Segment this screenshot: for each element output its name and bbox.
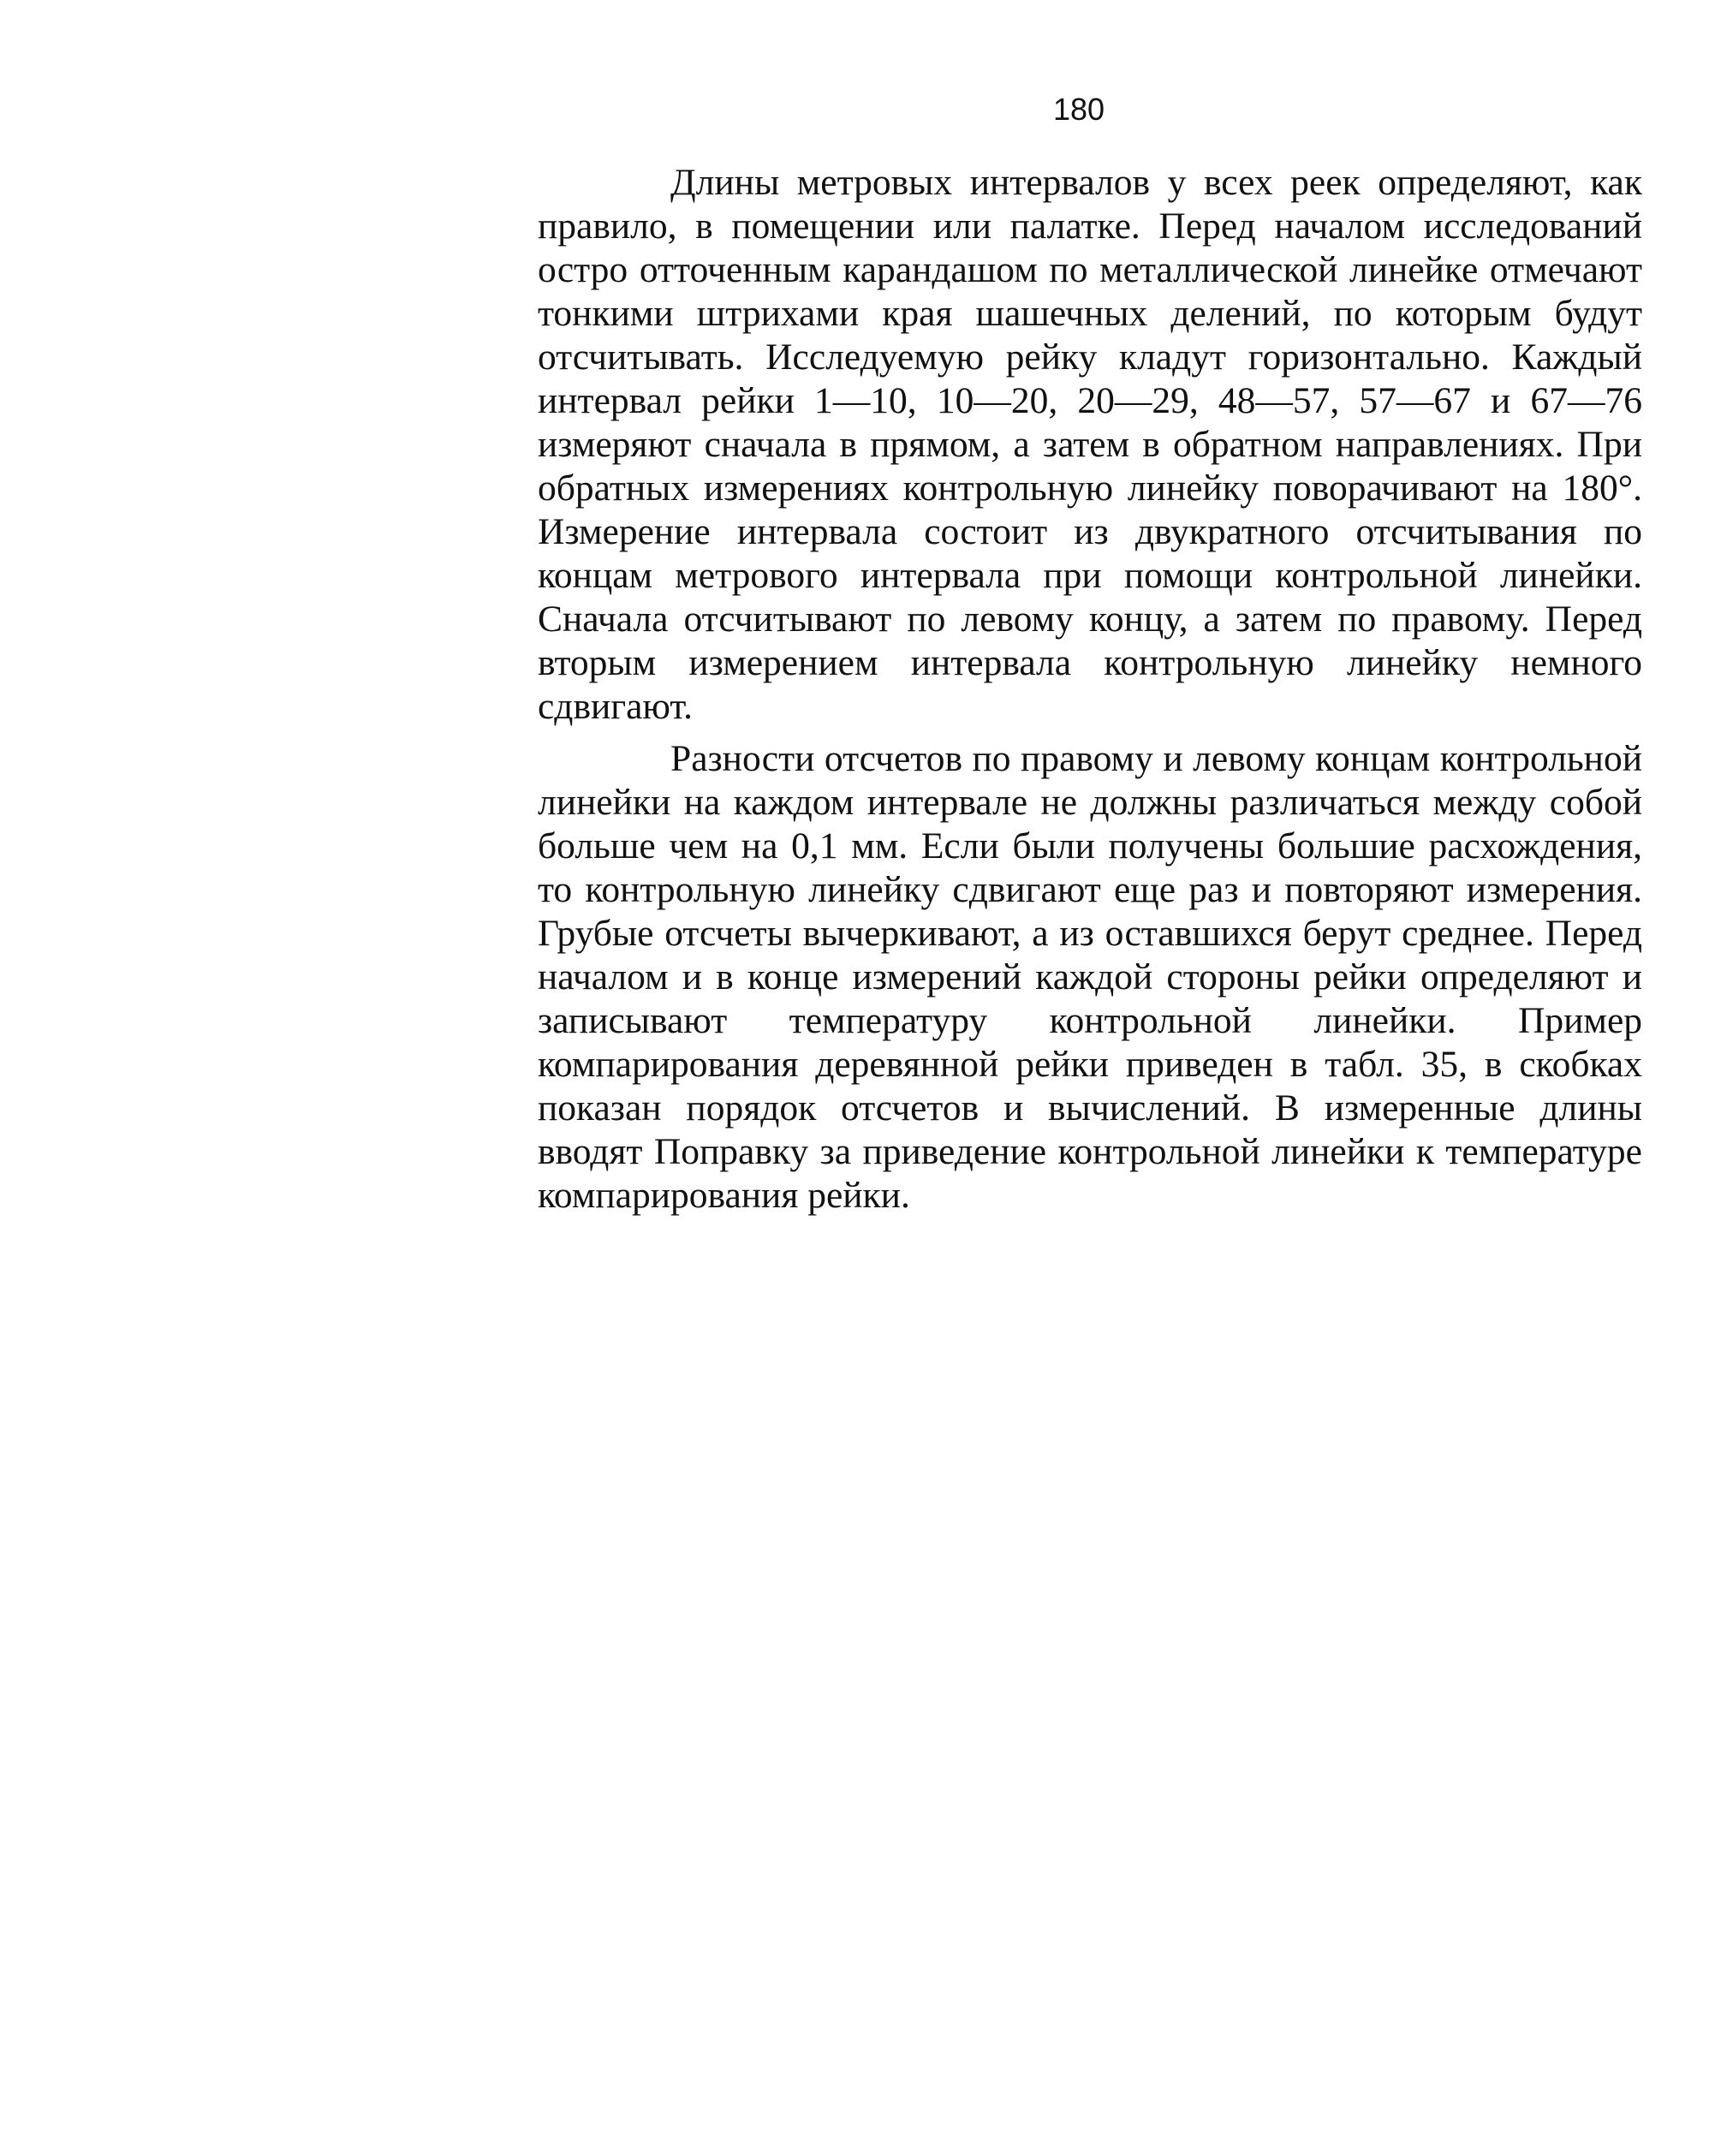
page-number: 180 <box>1052 92 1105 127</box>
paragraph-2: Разности отсчетов по правому и левому концам контрольной линейки на каждом интервале не должны различаться между собой больше чем на 0,1 мм. Если были получены большие расхождения, то контрольную линейку сдвигают еще раз и повторяют измерения. Грубые отсчеты вычеркивают, а из оставшихся берут среднее. Перед началом и в конце измерений каждой стороны рейки определяют и записывают температуру контрольной линейки. Пример компарирования деревянной рейки приведен в табл. 35, в скобках показан порядок отсчетов и вычислений. В измеренные длины вводят Поправку за приведение контрольной линейки к температуре компарирования рейки. <box>538 738 1642 1216</box>
paragraph-1: Длины метровых интервалов у всех реек определяют, как правило, в помещении или палатке. Перед началом исследований остро отточенным карандашом по металлической линейке отмечают тонкими штрихами края шашечных делений, по которым будут отсчитывать. Исследуемую рейку кладут горизонтально. Каждый интервал рейки 1—10, 10—20, 20—29, 48—57, 57—67 и 67—76 измеряют сначала в прямом, а затем в обратном направлениях. При обратных измерениях контрольную линейку поворачивают на 180°. Измерение интервала состоит из двукратного отсчитывания по концам метрового интервала при помощи контрольной линейки. Сначала отсчитывают по левому концу, а затем по правому. Перед вторым измерением интервала контрольную линейку немного сдвигают. <box>538 162 1642 727</box>
body-text <box>538 161 1642 1218</box>
